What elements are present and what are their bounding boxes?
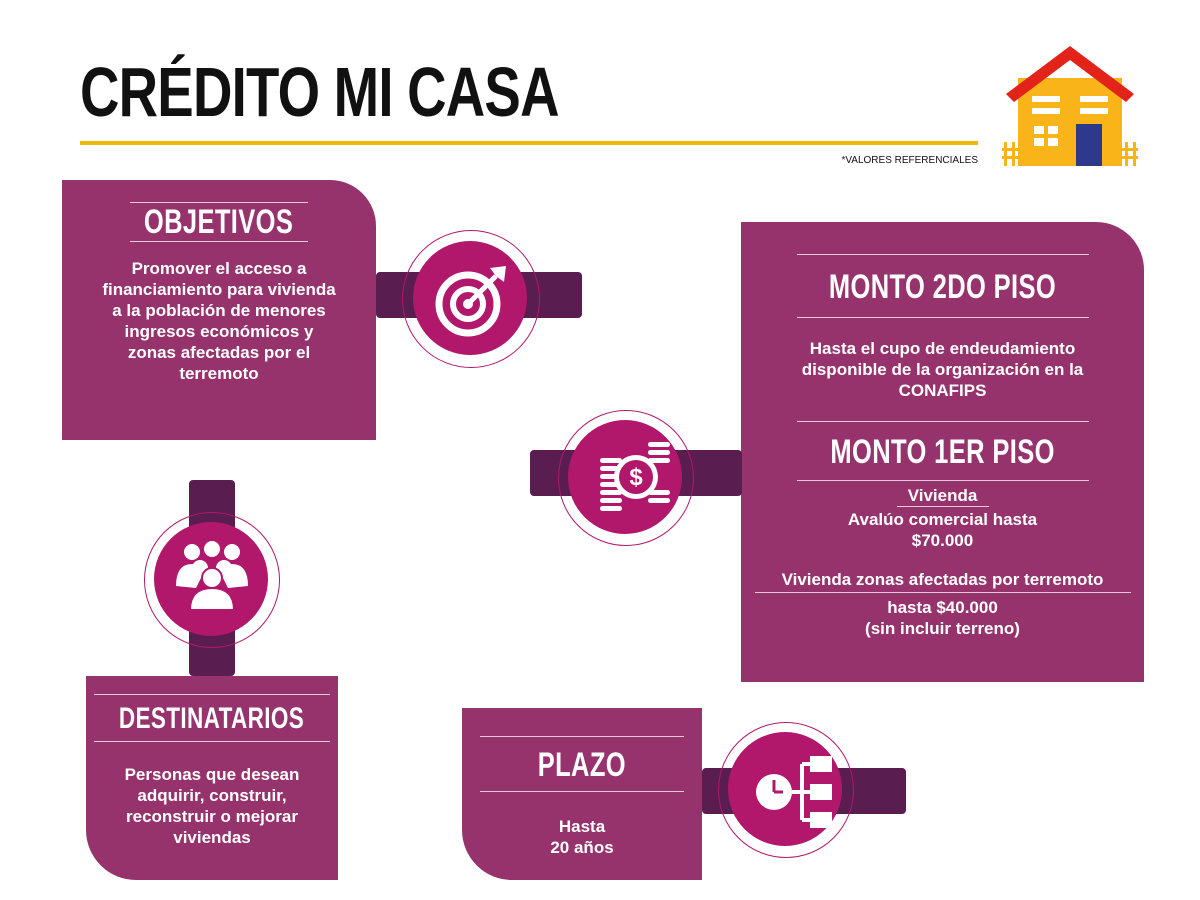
house-icon [1000, 40, 1140, 170]
clock-timeline-icon [752, 752, 836, 832]
vivienda-label: Vivienda [907, 486, 978, 505]
text-line: financiamiento para vivienda [102, 280, 336, 299]
text-line: zonas afectadas por el [127, 343, 311, 362]
destinatarios-card [86, 676, 338, 880]
text-line: terremoto [179, 364, 259, 383]
plazo-card [462, 708, 702, 880]
text-line: Personas que desean [124, 765, 300, 784]
text-line: CONAFIPS [898, 381, 987, 400]
text-line: Avalúo comercial hasta [847, 510, 1038, 529]
monto-1er-piso-heading: MONTO 1ER PISO [830, 433, 1055, 471]
destinatarios-text [86, 764, 338, 848]
text-line: Hasta [558, 817, 606, 836]
objetivos-card [62, 180, 376, 440]
svg-text:$: $ [629, 464, 643, 491]
monto-2do-piso-heading: MONTO 2DO PISO [828, 268, 1057, 306]
destinatarios-heading: DESTINATARIOS [119, 702, 305, 735]
objetivos-heading: OBJETIVOS [144, 203, 294, 241]
money-coins-icon [592, 438, 682, 518]
montos-card [741, 222, 1144, 682]
zonas-afectadas-section [741, 569, 1144, 639]
text-line: $70.000 [911, 531, 974, 550]
text-line: Promover el acceso a [131, 259, 307, 278]
objetivos-text [62, 258, 376, 384]
reference-note: *VALORES REFERENCIALES [841, 155, 978, 166]
zonas-label: Vivienda zonas afectadas por terremoto [781, 570, 1104, 589]
text-line: adquirir, construir, [137, 786, 287, 805]
text-line: disponible de la organización en la [801, 360, 1084, 379]
text-line: 20 años [550, 838, 614, 857]
text-line: (sin incluir terreno) [865, 619, 1020, 638]
page-title: CRÉDITO MI CASA [80, 53, 559, 131]
monto-2do-piso-text [741, 338, 1144, 401]
text-line: reconstruir o mejorar [126, 807, 298, 826]
heading-rule-bottom [130, 241, 308, 242]
zonas-rule [755, 592, 1131, 593]
plazo-text [462, 816, 702, 858]
text-line: Hasta el cupo de endeudamiento [809, 339, 1076, 358]
plazo-heading: PLAZO [537, 746, 627, 784]
text-line: a la población de menores [112, 301, 326, 320]
target-icon [430, 258, 514, 342]
text-line: ingresos económicos y [124, 322, 314, 341]
title-underline [80, 141, 978, 145]
vivienda-rule [897, 506, 989, 507]
vivienda-section [741, 485, 1144, 551]
text-line: viviendas [173, 828, 251, 847]
people-group-icon [172, 538, 252, 614]
text-line: hasta $40.000 [887, 598, 998, 617]
